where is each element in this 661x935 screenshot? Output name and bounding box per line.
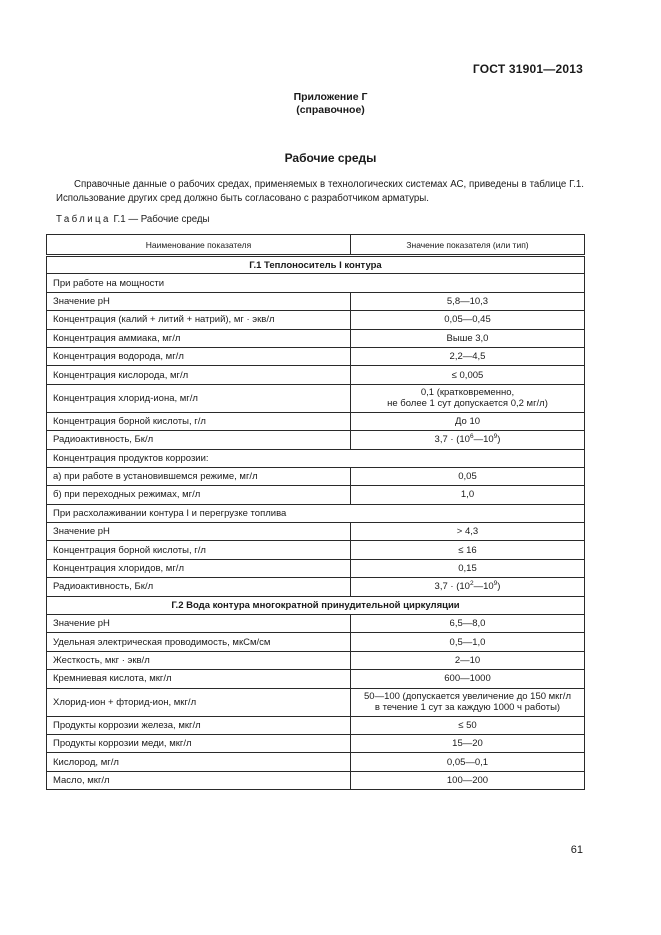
subheader-text: При работе на мощности [47, 274, 585, 292]
row-value: 2—10 [351, 651, 585, 669]
table-row [47, 329, 585, 347]
row-value: > 4,3 [351, 523, 585, 541]
row-value [351, 384, 585, 412]
row-value [351, 431, 585, 449]
row-name: Концентрация борной кислоты, г/л [47, 412, 351, 430]
table-row [47, 633, 585, 651]
table-row [47, 523, 585, 541]
row-name: Концентрация борной кислоты, г/л [47, 541, 351, 559]
row-name: Кремниевая кислота, мкг/л [47, 670, 351, 688]
row-name: б) при переходных режимах, мг/л [47, 486, 351, 504]
standard-number: ГОСТ 31901—2013 [472, 62, 583, 76]
row-name: Значение рН [47, 292, 351, 310]
row-value-line: не более 1 сут допускается 0,2 мг/л) [387, 398, 548, 410]
row-name: Концентрация кислорода, мг/л [47, 366, 351, 384]
row-value: ≤ 0,005 [351, 366, 585, 384]
row-name: Продукты коррозии меди, мкг/л [47, 734, 351, 752]
table-row [47, 753, 585, 771]
row-name: Концентрация аммиака, мг/л [47, 329, 351, 347]
row-name: Удельная электрическая проводимость, мкСм/см [47, 633, 351, 651]
subheader-text: При расхолаживании контура I и перегрузке топлива [47, 504, 585, 522]
row-name: Радиоактивность, Бк/л [47, 431, 351, 449]
table-row [47, 384, 585, 412]
caption-text: Г.1 — Рабочие среды [113, 214, 210, 225]
table-caption [56, 214, 210, 225]
table-header-row [47, 235, 585, 256]
subheader-row [47, 449, 585, 467]
table-row [47, 311, 585, 329]
caption-word: Таблица [56, 214, 111, 225]
row-name: Концентрация хлорид-иона, мг/л [47, 384, 351, 412]
row-value: До 10 [351, 412, 585, 430]
table-row [47, 734, 585, 752]
media-table [46, 234, 585, 790]
appendix-type: (справочное) [296, 104, 365, 116]
row-value: 0,05—0,1 [351, 753, 585, 771]
row-value: 6,5—8,0 [351, 615, 585, 633]
row-value-line: 0,1 (кратковременно, [420, 386, 515, 398]
row-name: а) при работе в установившемся режиме, мг/л [47, 467, 351, 485]
row-name: Радиоактивность, Бк/л [47, 578, 351, 596]
table-row [47, 716, 585, 734]
table-row [47, 771, 585, 789]
value-exponent: 6 [469, 433, 474, 441]
row-value-line: в течение 1 сут за каждую 1000 ч работы) [374, 702, 561, 714]
row-value: Выше 3,0 [351, 329, 585, 347]
subheader-row [47, 274, 585, 292]
row-value: ≤ 16 [351, 541, 585, 559]
row-name: Значение рН [47, 523, 351, 541]
row-value [351, 578, 585, 596]
section-title: Г.2 Вода контура многократной принудительной циркуляции [47, 596, 585, 614]
value-mid: —10 [473, 581, 494, 593]
table-row [47, 651, 585, 669]
table-row [47, 615, 585, 633]
row-value: ≤ 50 [351, 716, 585, 734]
row-value: 0,15 [351, 559, 585, 577]
value-exponent: 2 [469, 580, 474, 588]
row-name: Концентрация водорода, мг/л [47, 347, 351, 365]
value-end: ) [497, 581, 501, 593]
value-mid: —10 [473, 434, 494, 446]
row-value: 15—20 [351, 734, 585, 752]
row-name: Продукты коррозии железа, мкг/л [47, 716, 351, 734]
page-title: Рабочие среды [284, 151, 377, 165]
row-value: 5,8—10,3 [351, 292, 585, 310]
column-header-value: Значение показателя (или тип) [351, 235, 585, 256]
value-base: 3,7 · (10 [434, 434, 470, 446]
appendix-label: Приложение Г [293, 91, 368, 103]
table-row [47, 347, 585, 365]
row-value: 1,0 [351, 486, 585, 504]
table-row [47, 467, 585, 485]
table-row [47, 559, 585, 577]
row-value: 2,2—4,5 [351, 347, 585, 365]
row-name: Кислород, мг/л [47, 753, 351, 771]
row-value [351, 688, 585, 716]
column-header-name: Наименование показателя [47, 235, 351, 256]
appendix-heading [0, 91, 661, 117]
row-value: 0,05—0,45 [351, 311, 585, 329]
section-row [47, 256, 585, 274]
table-row [47, 578, 585, 596]
table-row [47, 412, 585, 430]
table-row [47, 688, 585, 716]
section-row [47, 596, 585, 614]
row-name: Масло, мкг/л [47, 771, 351, 789]
subheader-text: Концентрация продуктов коррозии: [47, 449, 585, 467]
table-row [47, 366, 585, 384]
row-name: Хлорид-ион + фторид-ион, мкг/л [47, 688, 351, 716]
row-name: Концентрация (калий + литий + натрий), мг · экв/л [47, 311, 351, 329]
page-number: 61 [570, 844, 583, 856]
value-end: ) [497, 434, 501, 446]
row-value: 100—200 [351, 771, 585, 789]
table-row [47, 670, 585, 688]
table-row [47, 431, 585, 449]
section-title: Г.1 Теплоноситель I контура [47, 256, 585, 274]
row-name: Жесткость, мкг · экв/л [47, 651, 351, 669]
row-value-line: 50—100 (допускается увеличение до 150 мкг/л [364, 690, 571, 702]
row-name: Концентрация хлоридов, мг/л [47, 559, 351, 577]
row-value: 0,5—1,0 [351, 633, 585, 651]
value-exponent: 9 [493, 433, 498, 441]
row-name: Значение рН [47, 615, 351, 633]
table-row [47, 486, 585, 504]
row-value: 600—1000 [351, 670, 585, 688]
value-base: 3,7 · (10 [434, 581, 470, 593]
table-row [47, 292, 585, 310]
table-row [47, 541, 585, 559]
value-exponent: 9 [493, 580, 498, 588]
row-value: 0,05 [351, 467, 585, 485]
subheader-row [47, 504, 585, 522]
intro-paragraph: Справочные данные о рабочих средах, применяемых в технологических системах АС, приведены в таблице Г.1. Использование других сред должно быть согласовано с разработчиком арматуры. [56, 179, 584, 204]
